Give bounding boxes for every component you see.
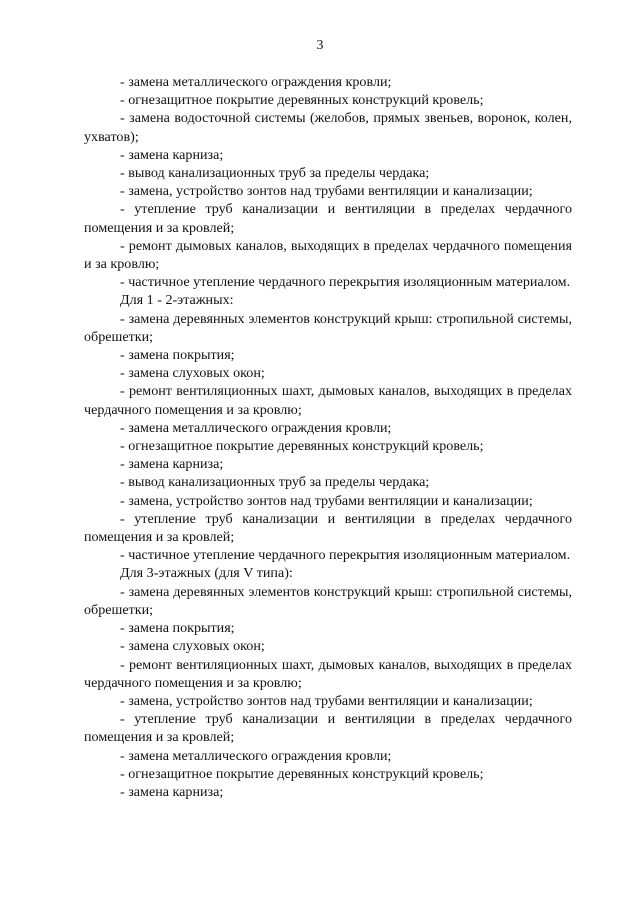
section-heading: Для 1 - 2-этажных: [120, 292, 234, 309]
paragraph: - огнезащитное покрытие деревянных конструкций кровель; [120, 438, 484, 455]
document-body [84, 73, 572, 801]
paragraph: - замена деревянных элементов конструкций крыш: стропильной системы, обрешетки; [84, 583, 572, 618]
paragraph: - замена, устройство зонтов над трубами вентиляции и канализации; [120, 183, 533, 200]
paragraph: - ремонт дымовых каналов, выходящих в пределах чердачного помещения и за кровлю; [84, 237, 572, 273]
paragraph: - вывод канализационных труб за пределы чердака; [120, 165, 430, 182]
paragraph: - вывод канализационных труб за пределы чердака; [120, 474, 430, 491]
page-number: 3 [316, 38, 324, 53]
paragraph: - замена карниза; [120, 146, 224, 163]
paragraph: - частичное утепление чердачного перекрытия изоляционным материалом. [120, 274, 571, 291]
paragraph: - огнезащитное покрытие деревянных конструкций кровель; [120, 765, 484, 782]
paragraph: - замена водосточной системы (желобов, прямых звеньев, воронок, колен, ухватов); [84, 110, 572, 145]
paragraph: - замена покрытия; [120, 620, 235, 637]
paragraph: - замена карниза; [120, 456, 224, 473]
paragraph: - замена металлического ограждения кровли; [120, 74, 392, 90]
paragraph: - утепление труб канализации и вентиляции в пределах чердачного помещения и за кровлей; [84, 201, 572, 236]
paragraph: - замена слуховых окон; [120, 638, 265, 655]
paragraph: - замена карниза; [120, 783, 224, 800]
paragraph: - замена металлического ограждения кровли; [120, 419, 392, 436]
paragraph: - утепление труб канализации и вентиляции в пределах чердачного помещения и за кровлей; [84, 510, 572, 546]
paragraph: - замена, устройство зонтов над трубами вентиляции и канализации; [120, 492, 533, 509]
paragraph: - замена слуховых окон; [120, 365, 265, 382]
paragraph: - ремонт вентиляционных шахт, дымовых каналов, выходящих в пределах чердачного помещения и за кровлю; [84, 656, 572, 691]
section-heading: Для 3-этажных (для V типа): [120, 565, 293, 582]
paragraph: - замена покрытия; [120, 347, 235, 364]
paragraph: - огнезащитное покрытие деревянных конструкций кровель; [120, 92, 484, 109]
paragraph: - ремонт вентиляционных шахт, дымовых каналов, выходящих в пределах чердачного помещения и за кровлю; [84, 383, 572, 418]
paragraph: - замена деревянных элементов конструкций крыш: стропильной системы, обрешетки; [84, 310, 572, 345]
paragraph: - замена металлического ограждения кровли; [120, 747, 392, 764]
paragraph: - частичное утепление чердачного перекрытия изоляционным материалом. [120, 547, 571, 564]
paragraph: - утепление труб канализации и вентиляции в пределах чердачного помещения и за кровлей; [84, 711, 572, 746]
paragraph: - замена, устройство зонтов над трубами вентиляции и канализации; [120, 692, 533, 709]
